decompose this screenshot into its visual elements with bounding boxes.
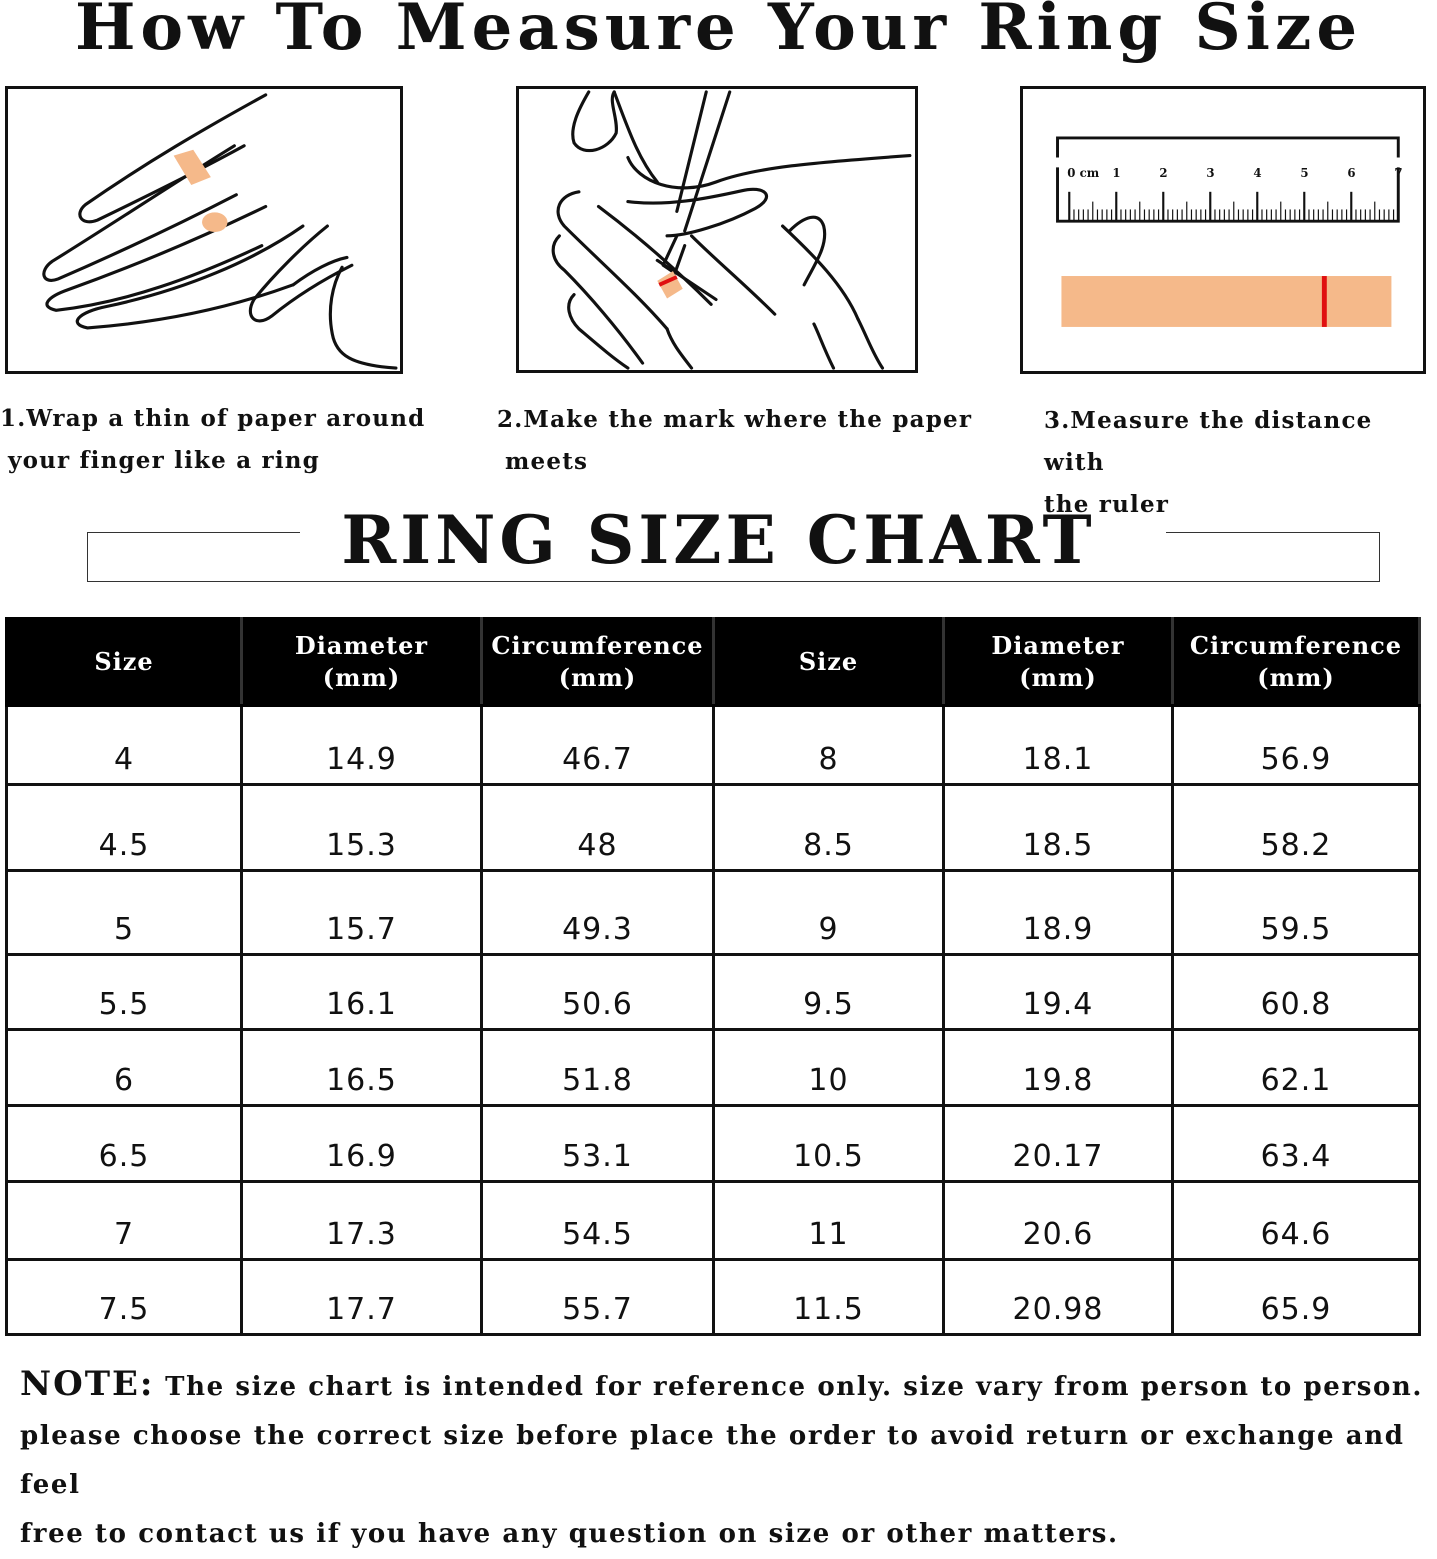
table-cell: 8.5 [714, 785, 944, 871]
step-3-line2: the ruler [1044, 491, 1170, 518]
table-row [7, 871, 1420, 955]
table-cell: 60.8 [1173, 955, 1420, 1030]
table-cell: 9 [714, 871, 944, 955]
note [20, 1360, 1437, 1559]
table-cell: 18.9 [944, 871, 1173, 955]
table-cell: 20.98 [944, 1260, 1173, 1335]
step-3-illustration [1020, 86, 1426, 374]
header-size-2: Size [714, 619, 944, 706]
table-row [7, 785, 1420, 871]
table-cell: 7.5 [7, 1260, 242, 1335]
table-cell: 63.4 [1173, 1106, 1420, 1182]
table-row [7, 1030, 1420, 1106]
ruler-label: 0 cm [1067, 166, 1100, 181]
table-cell: 4 [7, 706, 242, 785]
paper-strip-tip [202, 212, 227, 232]
table-cell: 46.7 [482, 706, 714, 785]
table-cell: 56.9 [1173, 706, 1420, 785]
note-line3: free to contact us if you have any question on size or other matters. [20, 1519, 1119, 1549]
ring-size-table [5, 617, 1421, 1336]
note-line2: please choose the correct size before place the order to avoid return or exchange and feel [20, 1421, 1405, 1500]
table-cell: 65.9 [1173, 1260, 1420, 1335]
table-cell: 62.1 [1173, 1030, 1420, 1106]
step-1-line2: your finger like a ring [8, 447, 320, 474]
table-row [7, 1182, 1420, 1260]
hand-mark-icon [519, 89, 915, 370]
ruler-label: 7 [1394, 166, 1403, 181]
table-cell: 10 [714, 1030, 944, 1106]
header-size: Size [7, 619, 242, 706]
table-cell: 10.5 [714, 1106, 944, 1182]
table-row [7, 1260, 1420, 1335]
table-cell: 16.9 [242, 1106, 482, 1182]
table-cell: 11 [714, 1182, 944, 1260]
hand-wrap-icon [8, 89, 400, 371]
ruler-icon [1023, 89, 1423, 371]
ruler-label: 2 [1159, 166, 1168, 181]
table-header-row [7, 619, 1420, 706]
step-1-caption [0, 398, 425, 482]
table-cell: 54.5 [482, 1182, 714, 1260]
table-cell: 16.1 [242, 955, 482, 1030]
step-1-line1: 1.Wrap a thin of paper around [0, 405, 426, 432]
step-1-illustration [5, 86, 403, 374]
step-2-illustration [516, 86, 918, 373]
table-cell: 58.2 [1173, 785, 1420, 871]
step-2-line1: 2.Make the mark where the paper [497, 406, 973, 433]
table-cell: 17.7 [242, 1260, 482, 1335]
table-cell: 18.1 [944, 706, 1173, 785]
table-cell: 20.17 [944, 1106, 1173, 1182]
table-cell: 14.9 [242, 706, 482, 785]
chart-title: RING SIZE CHART [341, 501, 1096, 579]
table-row [7, 955, 1420, 1030]
table-cell: 20.6 [944, 1182, 1173, 1260]
header-diameter: Diameter (mm) [242, 619, 482, 706]
table-cell: 7 [7, 1182, 242, 1260]
table-row [7, 706, 1420, 785]
ruler-label: 4 [1253, 166, 1262, 181]
ruler-label: 6 [1347, 166, 1356, 181]
table-cell: 8 [714, 706, 944, 785]
table-cell: 5 [7, 871, 242, 955]
table-cell: 50.6 [482, 955, 714, 1030]
table-cell: 17.3 [242, 1182, 482, 1260]
ruler-label: 1 [1112, 166, 1121, 181]
table-cell: 64.6 [1173, 1182, 1420, 1260]
table-cell: 49.3 [482, 871, 714, 955]
table-cell: 4.5 [7, 785, 242, 871]
step-2-caption [497, 399, 972, 483]
table-cell: 53.1 [482, 1106, 714, 1182]
table-row [7, 1106, 1420, 1182]
header-circumference: Circumference (mm) [482, 619, 714, 706]
table-cell: 15.7 [242, 871, 482, 955]
table-cell: 19.8 [944, 1030, 1173, 1106]
ruler-label: 3 [1206, 166, 1215, 181]
table-cell: 59.5 [1173, 871, 1420, 955]
ruler [1058, 138, 1403, 221]
table-cell: 9.5 [714, 955, 944, 1030]
table-cell: 6 [7, 1030, 242, 1106]
note-label: NOTE: [20, 1364, 155, 1404]
step-2-line2: meets [505, 448, 589, 475]
ruler-label: 5 [1300, 166, 1309, 181]
red-mark [1322, 276, 1327, 327]
table-cell: 5.5 [7, 955, 242, 1030]
table-cell: 51.8 [482, 1030, 714, 1106]
page-title: How To Measure Your Ring Size [74, 0, 1363, 65]
note-line1: The size chart is intended for reference only. size vary from person to person. [165, 1372, 1424, 1402]
header-circumference-2: Circumference (mm) [1173, 619, 1420, 706]
table-cell: 6.5 [7, 1106, 242, 1182]
paper-strip [1061, 276, 1391, 327]
table-cell: 16.5 [242, 1030, 482, 1106]
step-3-line1: 3.Measure the distance with [1044, 407, 1373, 476]
header-diameter-2: Diameter (mm) [944, 619, 1173, 706]
table-cell: 55.7 [482, 1260, 714, 1335]
table-cell: 19.4 [944, 955, 1173, 1030]
table-cell: 11.5 [714, 1260, 944, 1335]
table-cell: 48 [482, 785, 714, 871]
table-cell: 15.3 [242, 785, 482, 871]
table-cell: 18.5 [944, 785, 1173, 871]
